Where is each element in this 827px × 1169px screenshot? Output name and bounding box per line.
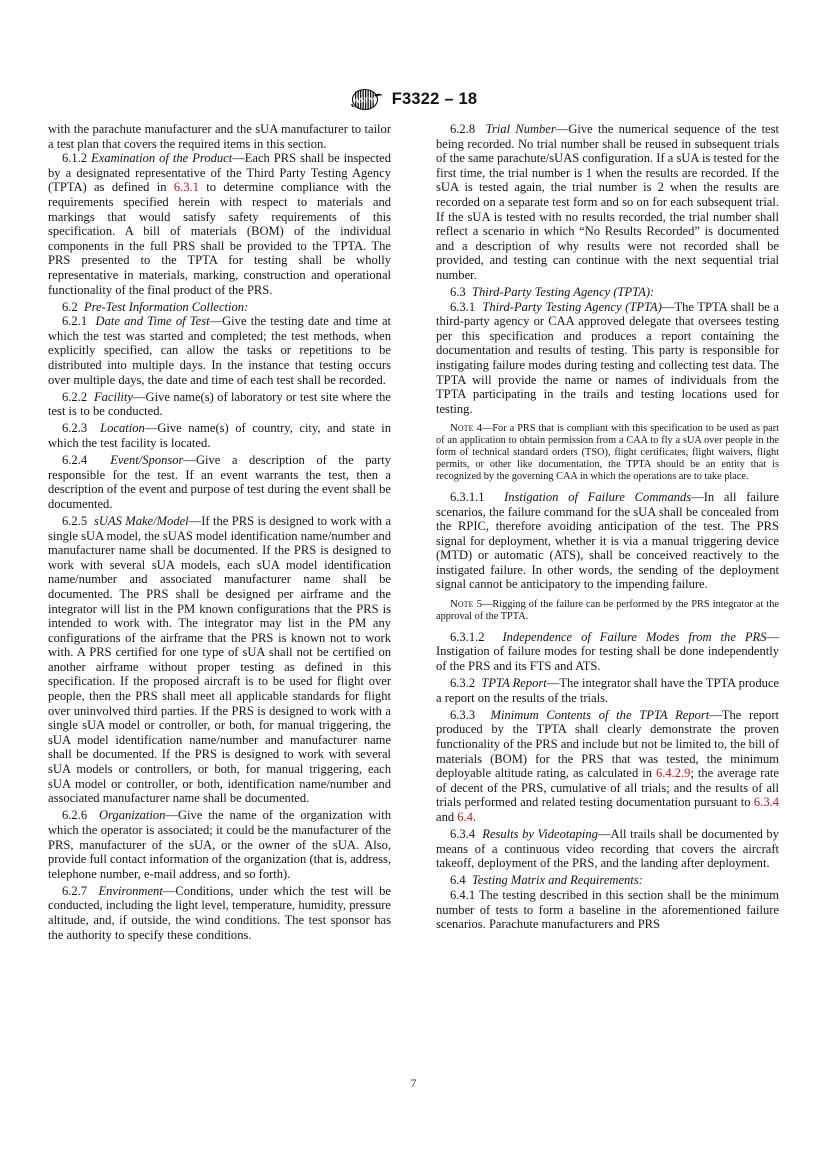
section-title: Results by Videotaping [482,827,598,842]
paragraph-6-3-1-2 [436,630,779,674]
paragraph-6-1-2 [48,151,391,297]
note-text: —Rigging of the failure can be performed by the PRS integrator at the approval of the TPTA. [436,599,779,622]
paragraph-6-2-1 [48,314,391,387]
section-title: Location [100,421,145,436]
right-column [436,122,779,942]
section-title: Instigation of Failure Commands [504,489,692,504]
page-header [0,84,827,114]
cross-reference-link[interactable]: 6.4.2.9 [655,766,691,781]
cross-reference-link[interactable]: 6.3.1 [173,180,199,195]
section-title: Examination of the Product [91,151,233,166]
section-title: TPTA Report [481,676,547,691]
section-title: Facility [93,389,133,404]
paragraph-text: —Give name(s) of laboratory or test site where the test is to be conducted. [48,389,392,419]
paragraph-text: —Conditions, under which the test will be conducted, including the light level, temperature, humidity, pressure altitude, and, if outside, the wind conditions. The test sponsor has the authority to specify these conditions. [48,883,391,942]
section-number: 6.1.2 [62,151,88,166]
section-title: sUAS Make/Model [93,513,189,528]
note-4 [436,423,779,483]
paragraph-text: —If the PRS is designed to work with a single sUA model, the sUAS model identification name/number and manufacturer name shall be documented. If the PRS is designed to work with several sUA models, each sUA model identification name/number and associated manufacturer name shall be documented. The PRS shall be designed per airframe and the integrator will list in the PM known configurations that the PRS is intended to work with. The integrator may list in the PM any configurations of the airframe that the PRS is known not to work with. A PRS certified for one type of sUA shall not be certified on another airframe without proper testing as defined in this specification. If the proposed aircraft is to be used for flight over people, then the PRS shall meet all applicable standards for flight over uninvolved third parties. If the PRS is designed to work with a single sUA model or controller, or both, for manual triggering, the sUA model identification name/number and manufacturer name shall be documented. If the PRS is designed to work with several sUA models or controllers, or both, for manual triggering, each sUA model or controller, or both, identification name/number and associated manufacturer name shall be documented. [48,513,392,806]
section-number: 6.3.1.2 [450,629,485,644]
section-title: Pre-Test Information Collection: [83,299,249,314]
section-number: 6.4 [450,873,466,888]
heading-6-2 [48,300,391,315]
paragraph-6-2-6 [48,808,391,881]
paragraph-6-4-1 [436,888,779,932]
paragraph-6-3-2 [436,676,779,705]
paragraph-6-2-2 [48,390,391,419]
paragraph-text: —In all failure scenarios, the failure command for the sUA shall be concealed from the RPIC, therefore avoiding anticipation of the test. The PRS signal for deployment, whether it is via a manual triggering device (MTD) or automatic (ATS), shall be conceived reactively to the instigated failure. In other words, the sending of the deployment signal cannot be anticipatory to the impending failure. [436,489,779,592]
svg-text:ASTM: ASTM [353,95,376,104]
section-number: 6.2.5 [62,513,88,528]
cross-reference-link[interactable]: 6.3.4 [753,795,779,810]
section-number: 6.2.6 [62,808,88,823]
paragraph-text: —Give the numerical sequence of the test being recorded. No trial number shall be reused in subsequent trials of the same parachute/sUAS configuration. If a sUA is tested for the first time, the trial number is 1 when the results are recorded. If the sUA is tested again, the trial number is 2 when the results are recorded on a separate test form and so on for each subsequent trial. If the sUA is tested with no results recorded, the trial number shall reflect a scenario in which “No Results Recorded” is documented and a description of why results were not recorded shall be provided, and testing can continue with the next sequential trial number. [436,122,779,282]
paragraph-6-2-8 [436,122,779,283]
standard-designation: F3322 – 18 [391,89,478,108]
section-number: 6.3.2 [450,676,476,691]
note-label: Note 5 [450,598,483,611]
paragraph-text-end: . [472,810,477,824]
note-label: Note 4 [450,422,483,435]
section-number: 6.3.1.1 [450,489,485,504]
paragraph-6-2-4 [48,453,391,511]
section-title: Third-Party Testing Agency (TPTA): [471,285,655,300]
paragraph-text: —Give a description of the party responsible for the test. If an event warrants the test, then a description of the event and purpose of test during the event shall be documented. [48,453,392,511]
section-title: Trial Number [485,122,556,136]
paragraph-text: —Give the testing date and time at which the test was started and completed; the test methods, when explicitly specified, can allow the tasks or repetitions to be distributed into multiple days. In the instance that testing occurs over multiple days, the date and time of each test shall be recorded. [48,314,391,387]
section-number: 6.2.7 [62,883,88,898]
paragraph-6-2-7 [48,884,391,942]
paragraph-text-cont: to determine compliance with the requirements specified herein with respect to materials and markings that would satisfy safety requirements of this specification. A bill of materials (BOM) of the individual components in the full PRS shall be provided to the TPTA. The PRS presented to the TPTA for testing shall be wholly representative in materials, marking, construction and operational functionality of the final product of the PRS. [48,180,391,297]
section-title: Minimum Contents of the TPTA Report [490,707,710,722]
page-footer [0,1078,827,1090]
paragraph-text: —Each PRS shall be inspected by a designated representative of the Third Party Testing Agency (TPTA) as defined in [48,151,392,195]
paragraph-text: with the parachute manufacturer and the sUA manufacturer to tailor a test plan that covers the required items in this section. [48,122,391,151]
heading-6-4 [436,873,779,888]
section-number: 6.2 [62,299,78,314]
paragraph-continuation [48,122,391,151]
paragraph-text: —Give the name of the organization with which the operator is associated; it could be the manufacturer of the PRS, manufacturer of the sUA, or the owner of the sUA. Also, provide full contact information of the organization (that is, address, telephone number, e-mail address, and so forth). [48,808,391,881]
section-title: Event/Sponsor [110,453,184,468]
section-title: Date and Time of Test [95,314,210,329]
paragraph-text: —All trails shall be documented by means of a continuous video recording that covers the aircraft takeoff, deployment of the PRS, and the landing after deployment. [436,827,779,871]
section-number: 6.3.4 [450,827,476,842]
section-number: 6.3 [450,285,466,300]
left-column [48,122,391,942]
section-number: 6.3.1 [450,299,476,314]
section-title: Environment [98,883,163,898]
paragraph-6-3-4 [436,827,779,871]
paragraph-text-cont: ; the average rate of decent of the PRS, cumulative of all trials; and the results of all trials performed and related testing documentation pursuant to [436,766,779,810]
section-number: 6.2.2 [62,389,88,404]
heading-6-3 [436,285,779,300]
note-text: —For a PRS that is compliant with this specification to be used as part of an application to obtain permission from a CAA to fly a sUA over people in the form of technical standard orders (TSO), flight certificates, flight waivers, flight permits, or other like documentation, the TPTA should be an entity that is recognized by the governing CAA in which the operations are to take place. [436,423,779,482]
paragraph-text: —Give name(s) of country, city, and state in which the test facility is located. [48,421,391,450]
paragraph-6-3-3 [436,708,779,825]
note-5 [436,599,779,623]
section-number: 6.3.3 [450,707,476,722]
astm-logo-icon [350,87,384,112]
paragraph-6-2-3 [48,421,391,450]
section-title: Independence of Failure Modes from the PRS [502,629,767,644]
section-number: 6.4.1 [450,887,476,902]
paragraph-text: —The report produced by the TPTA shall clearly demonstrate the proven functionality of the PRS and include but not be limited to, the bill of materials (BOM) for the PRS that was tested, the minimum deployable altitude rating, as calculated in [436,707,779,781]
section-number: 6.2.1 [62,314,88,329]
section-number: 6.2.4 [62,453,88,468]
paragraph-6-3-1 [436,300,779,417]
section-title: Testing Matrix and Requirements: [471,873,643,888]
section-title: Organization [98,808,166,823]
paragraph-6-2-5 [48,514,391,806]
section-number: 6.2.3 [62,421,88,436]
page-number: 7 [410,1078,417,1090]
paragraph-text: —The TPTA shall be a third-party agency or CAA approved delegate that oversees testing per this specification and produces a report containing the documentation and results of testing. This party is responsible for instigating failure modes during testing and collecting test data. The TPTA will provide the name or names of individuals from the TPTA participating in the trails and testing locations used for testing. [436,299,779,416]
section-number: 6.2.8 [450,122,476,136]
paragraph-text: —The integrator shall have the TPTA produce a report on the results of the trials. [436,676,780,705]
cross-reference-link[interactable]: 6.4 [457,810,473,824]
paragraph-text-cont2: and [436,810,458,824]
paragraph-6-3-1-1 [436,490,779,592]
section-title: Third-Party Testing Agency (TPTA) [482,299,662,314]
paragraph-text: The testing described in this section shall be the minimum number of tests to form a baseline in the aforementioned failure scenarios. Parachute manufacturers and PRS [436,887,779,932]
two-column-body [48,122,779,942]
paragraph-text: —Instigation of failure modes for testing shall be done independently of the PRS and its FTS and ATS. [436,629,779,674]
